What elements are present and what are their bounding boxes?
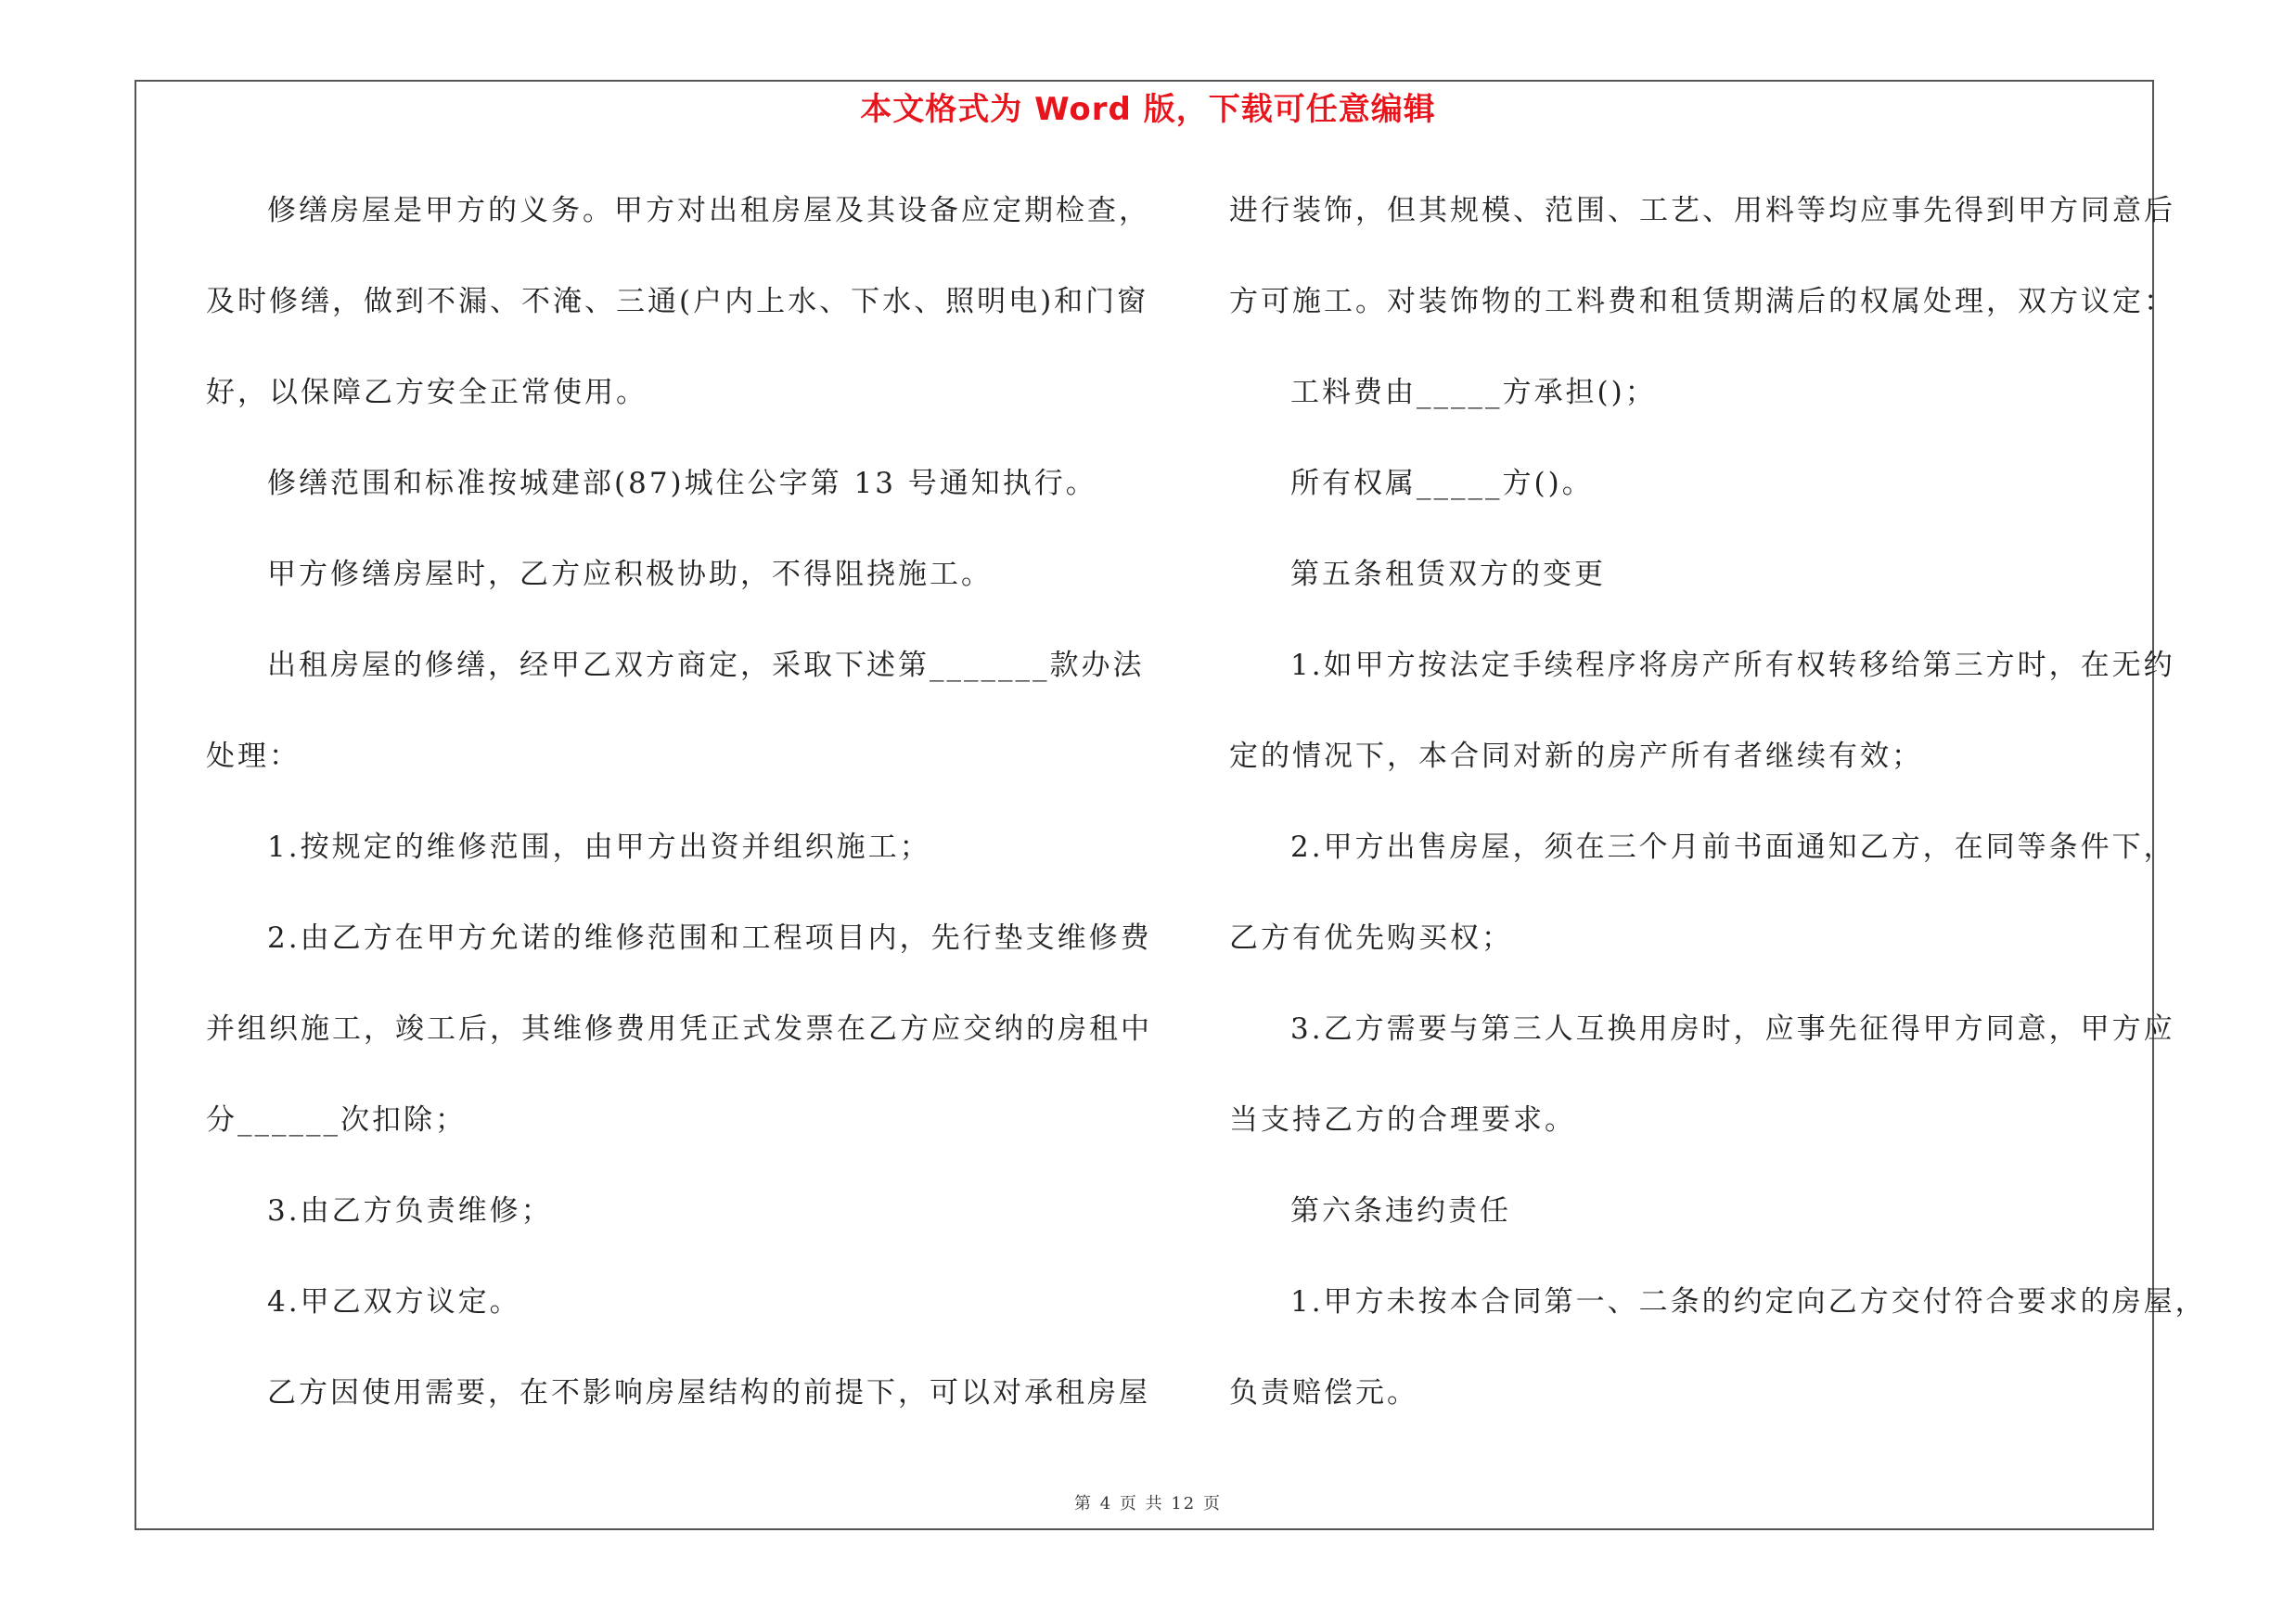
text-line: 3.乙方需要与第三人互换用房时，应事先征得甲方同意，甲方应 [1290, 1012, 2175, 1046]
text-line: 乙方因使用需要，在不影响房屋结构的前提下，可以对承租房屋 [267, 1376, 1150, 1410]
text-line: 分______次扣除； [206, 1103, 467, 1137]
section-heading: 第五条租赁双方的变更 [1290, 558, 1606, 591]
text-line: 负责赔偿元。 [1229, 1376, 1418, 1410]
section-heading: 第六条违约责任 [1290, 1194, 1511, 1228]
text-line: 所有权属_____方()。 [1290, 467, 1594, 500]
text-line: 处理： [206, 740, 301, 773]
text-line: 进行装饰，但其规模、范围、工艺、用料等均应事先得到甲方同意后 [1229, 194, 2175, 227]
text-line: 1.按规定的维修范围，由甲方出资并组织施工； [267, 831, 931, 864]
text-line: 好，以保障乙方安全正常使用。 [206, 376, 648, 409]
text-line: 修缮房屋是甲方的义务。甲方对出租房屋及其设备应定期检查， [267, 194, 1150, 227]
right-column [1229, 182, 2207, 1455]
text-line: 3.由乙方负责维修； [267, 1194, 553, 1228]
text-line: 2.甲方出售房屋，须在三个月前书面通知乙方，在同等条件下， [1290, 831, 2175, 864]
text-line: 修缮范围和标准按城建部(87)城住公字第 13 号通知执行。 [267, 467, 1097, 500]
text-line: 并组织施工，竣工后，其维修费用凭正式发票在乙方应交纳的房租中 [206, 1012, 1152, 1046]
page-number: 第 4 页 共 12 页 [1074, 1494, 1222, 1514]
text-line: 1.甲方未按本合同第一、二条的约定向乙方交付符合要求的房屋， [1290, 1285, 2207, 1319]
text-line: 4.甲乙双方议定。 [267, 1285, 521, 1319]
text-line: 定的情况下，本合同对新的房产所有者继续有效； [1229, 740, 1923, 773]
text-line: 当支持乙方的合理要求。 [1229, 1103, 1576, 1137]
text-line: 2.由乙方在甲方允诺的维修范围和工程项目内，先行垫支维修费 [267, 921, 1152, 955]
text-line: 乙方有优先购买权； [1229, 921, 1513, 955]
text-line: 工料费由_____方承担()； [1290, 376, 1657, 409]
text-line: 及时修缮，做到不漏、不淹、三通(户内上水、下水、照明电)和门窗 [206, 285, 1149, 318]
text-line: 1.如甲方按法定手续程序将房产所有权转移给第三方时，在无约 [1290, 649, 2175, 682]
text-line: 出租房屋的修缮，经甲乙双方商定，采取下述第_______款办法 [267, 649, 1145, 682]
text-line: 方可施工。对装饰物的工料费和租赁期满后的权属处理，双方议定： [1229, 285, 2175, 318]
text-line: 甲方修缮房屋时，乙方应积极协助，不得阻挠施工。 [267, 558, 993, 591]
left-column [206, 182, 1152, 1455]
format-banner: 本文格式为 Word 版，下载可任意编辑 [860, 91, 1436, 128]
